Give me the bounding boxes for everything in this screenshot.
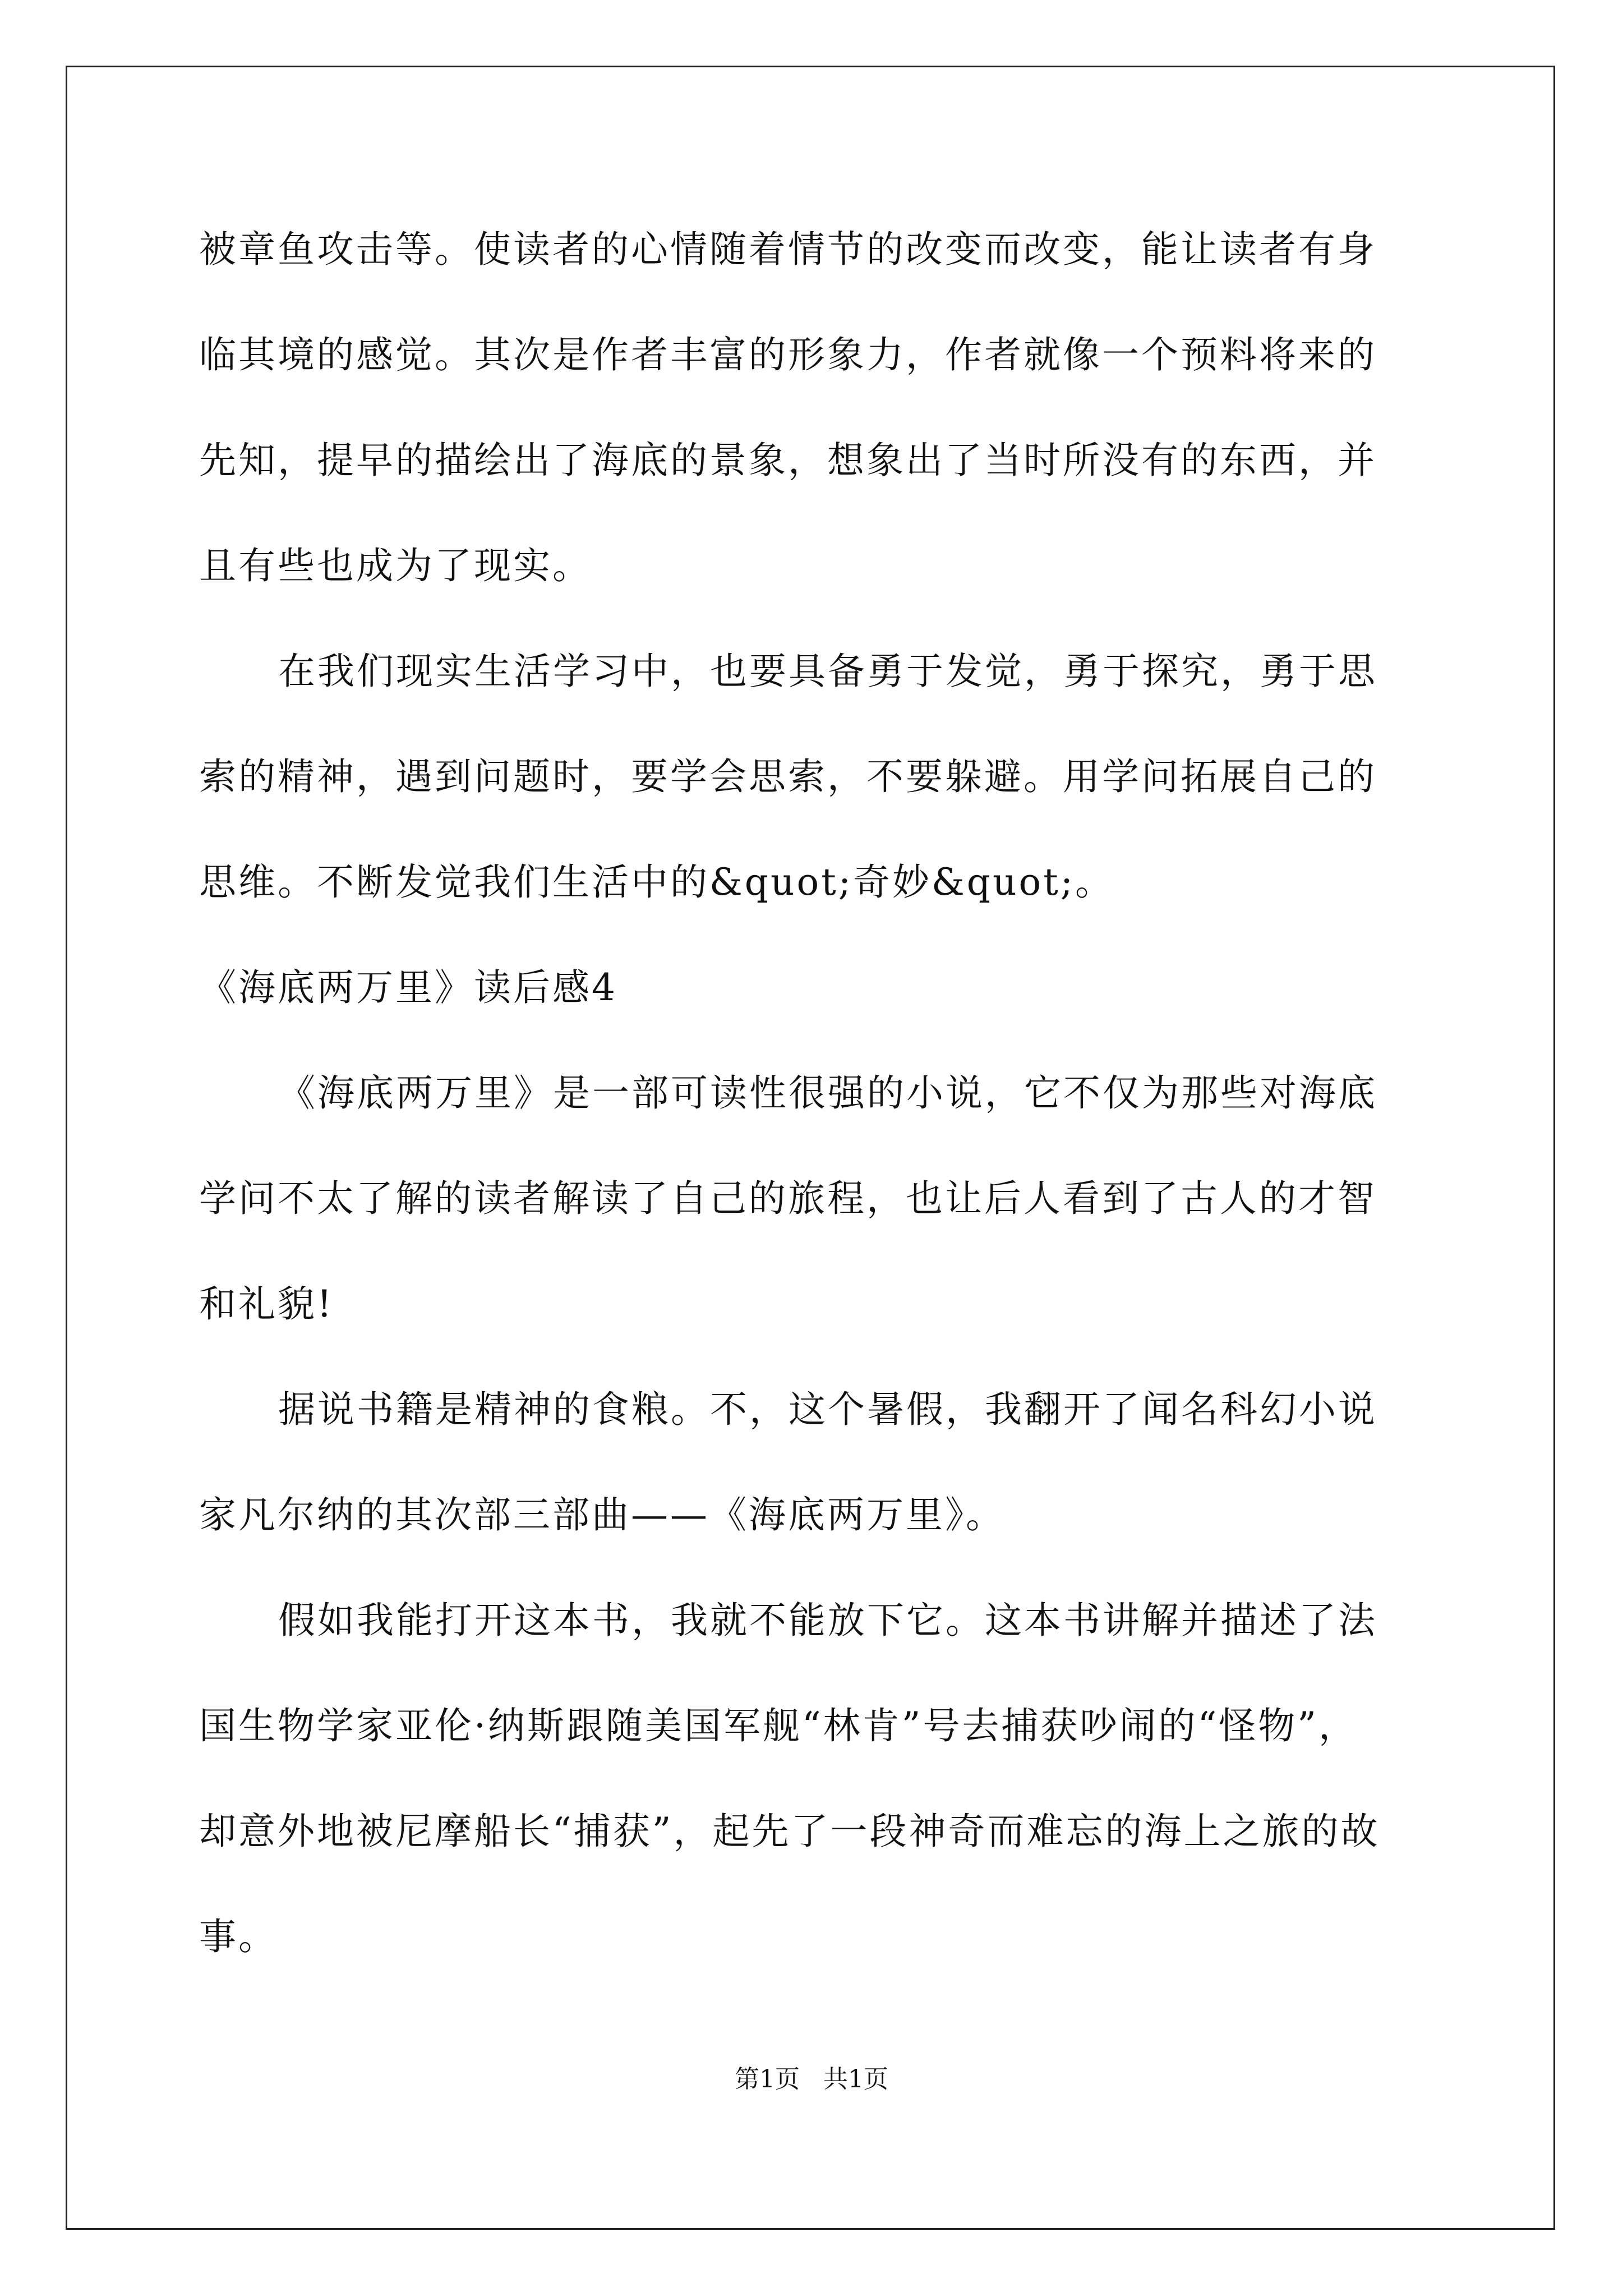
text-line: 《海底两万里》是一部可读性很强的小说，它不仅为那些对海底 [278, 1071, 1377, 1115]
page-border [66, 66, 1555, 2230]
text-line: 且有些也成为了现实。 [199, 544, 592, 587]
text-line: 在我们现实生活学习中，也要具备勇于发觉，勇于探究，勇于思 [278, 650, 1377, 693]
text-line: 家凡尔纳的其次部三部曲——《海底两万里》。 [199, 1493, 1005, 1536]
text-line: 却意外地被尼摩船长“捕获”，起先了一段神奇而难忘的海上之旅的故 [199, 1810, 1380, 1853]
text-line: 和礼貌! [199, 1282, 334, 1326]
text-line: 事。 [199, 1915, 278, 1958]
section-heading: 《海底两万里》读后感4 [199, 966, 617, 1009]
page-footer: 第1页 共1页 [735, 2065, 888, 2093]
text-line: 思维。不断发觉我们生活中的&quot;奇妙&quot;。 [199, 861, 1114, 904]
text-line: 被章鱼攻击等。使读者的心情随着情节的改变而改变，能让读者有身 [199, 228, 1377, 271]
text-line: 据说书籍是精神的食粮。不，这个暑假，我翻开了闻名科幻小说 [278, 1388, 1377, 1431]
text-line: 临其境的感觉。其次是作者丰富的形象力，作者就像一个预料将来的 [199, 333, 1377, 376]
text-line: 假如我能打开这本书，我就不能放下它。这本书讲解并描述了法 [278, 1599, 1377, 1642]
text-line: 国生物学家亚伦·纳斯跟随美国军舰“林肯”号去捕获吵闹的“怪物”， [199, 1704, 1358, 1747]
text-line: 索的精神，遇到问题时，要学会思索，不要躲避。用学问拓展自己的 [199, 755, 1377, 798]
text-line: 先知，提早的描绘出了海底的景象，想象出了当时所没有的东西，并 [199, 439, 1377, 482]
text-line: 学问不太了解的读者解读了自己的旅程，也让后人看到了古人的才智 [199, 1177, 1377, 1220]
